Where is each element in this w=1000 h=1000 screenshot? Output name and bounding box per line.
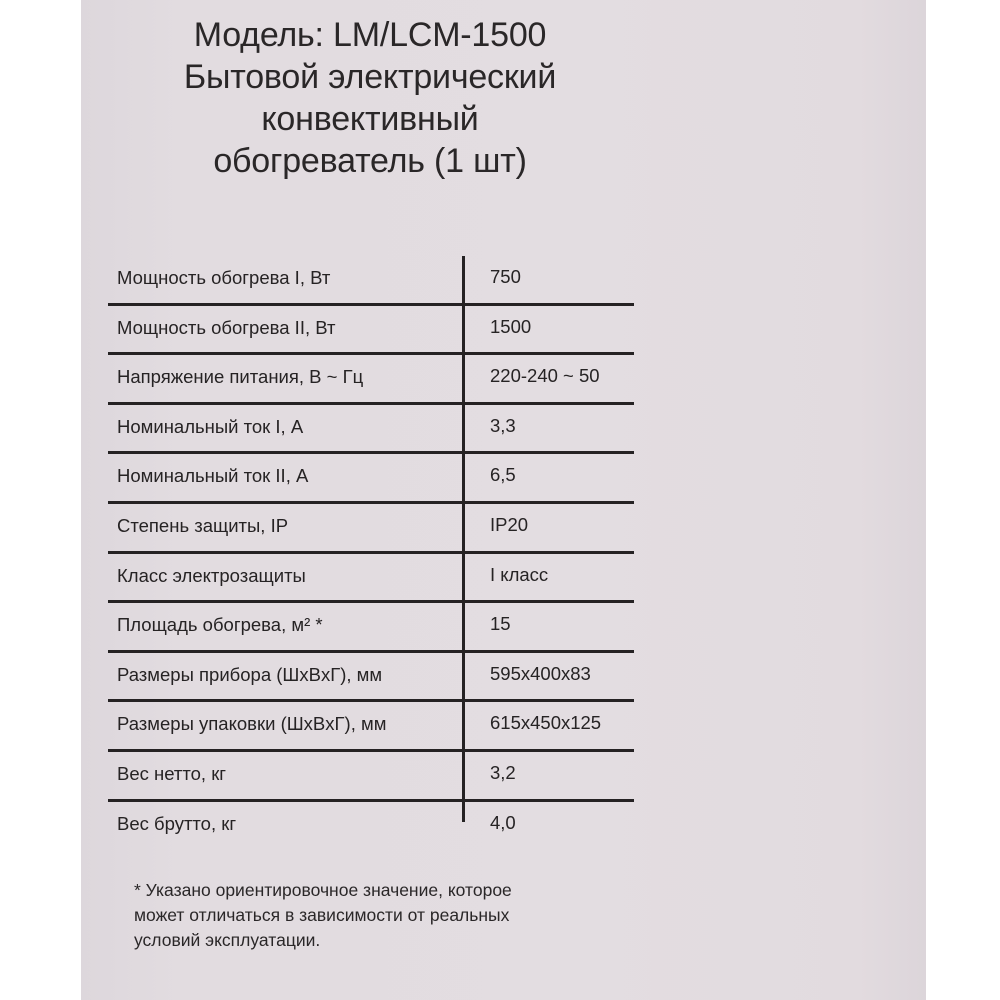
footnote-line-2: может отличаться в зависимости от реальных: [134, 905, 510, 925]
table-row: [108, 653, 634, 703]
footnote: [134, 878, 634, 953]
table-row: [108, 752, 634, 802]
spec-label: Номинальный ток I, А: [117, 415, 304, 437]
footnote-line-3: условий эксплуатации.: [134, 930, 321, 950]
spec-label: Вес нетто, кг: [117, 762, 227, 784]
table-row: [108, 802, 634, 852]
spec-label: Площадь обогрева, м² *: [117, 614, 323, 636]
table-row: [108, 603, 634, 653]
table-row: [108, 306, 634, 356]
spec-label: Номинальный ток II, А: [117, 465, 309, 487]
footnote-line-1: * Указано ориентировочное значение, которое: [134, 880, 512, 900]
spec-label: Класс электрозащиты: [117, 564, 306, 586]
spec-label: Степень защиты, IP: [117, 514, 289, 536]
table-row: [108, 355, 634, 405]
spec-value: I класс: [490, 563, 549, 585]
spec-label: Напряжение питания, В ~ Гц: [117, 366, 364, 388]
spec-value: IP20: [490, 513, 529, 535]
spec-value: 15: [490, 613, 511, 635]
spec-value: 595x400x83: [490, 662, 591, 684]
spec-value: 6,5: [490, 464, 516, 486]
spec-label: Мощность обогрева II, Вт: [117, 316, 336, 338]
spec-value: 615x450x125: [490, 712, 602, 734]
spec-value: 220-240 ~ 50: [490, 365, 600, 387]
model-line: Модель: LM/LCM-1500: [193, 16, 547, 54]
product-title: [120, 14, 620, 182]
spec-value: 3,2: [490, 761, 516, 783]
table-row: [108, 504, 634, 554]
table-row: [108, 702, 634, 752]
table-row: [108, 256, 634, 306]
specifications-table: [108, 256, 634, 851]
spec-label: Размеры прибора (ШxВxГ), мм: [117, 663, 383, 685]
table-row: [108, 554, 634, 604]
table-row: [108, 405, 634, 455]
description-line-3: обогреватель (1 шт): [213, 142, 527, 180]
spec-value: 4,0: [490, 811, 516, 833]
spec-value: 1500: [490, 315, 532, 337]
spec-label: Мощность обогрева I, Вт: [117, 267, 331, 288]
spec-label: Вес брутто, кг: [117, 812, 237, 834]
description-line-2: конвективный: [261, 100, 479, 138]
spec-label: Размеры упаковки (ШxВxГ), мм: [117, 713, 387, 735]
table-row: [108, 454, 634, 504]
description-line-1: Бытовой электрический: [183, 58, 557, 96]
spec-value: 3,3: [490, 414, 516, 436]
spec-value: 750: [490, 266, 521, 287]
